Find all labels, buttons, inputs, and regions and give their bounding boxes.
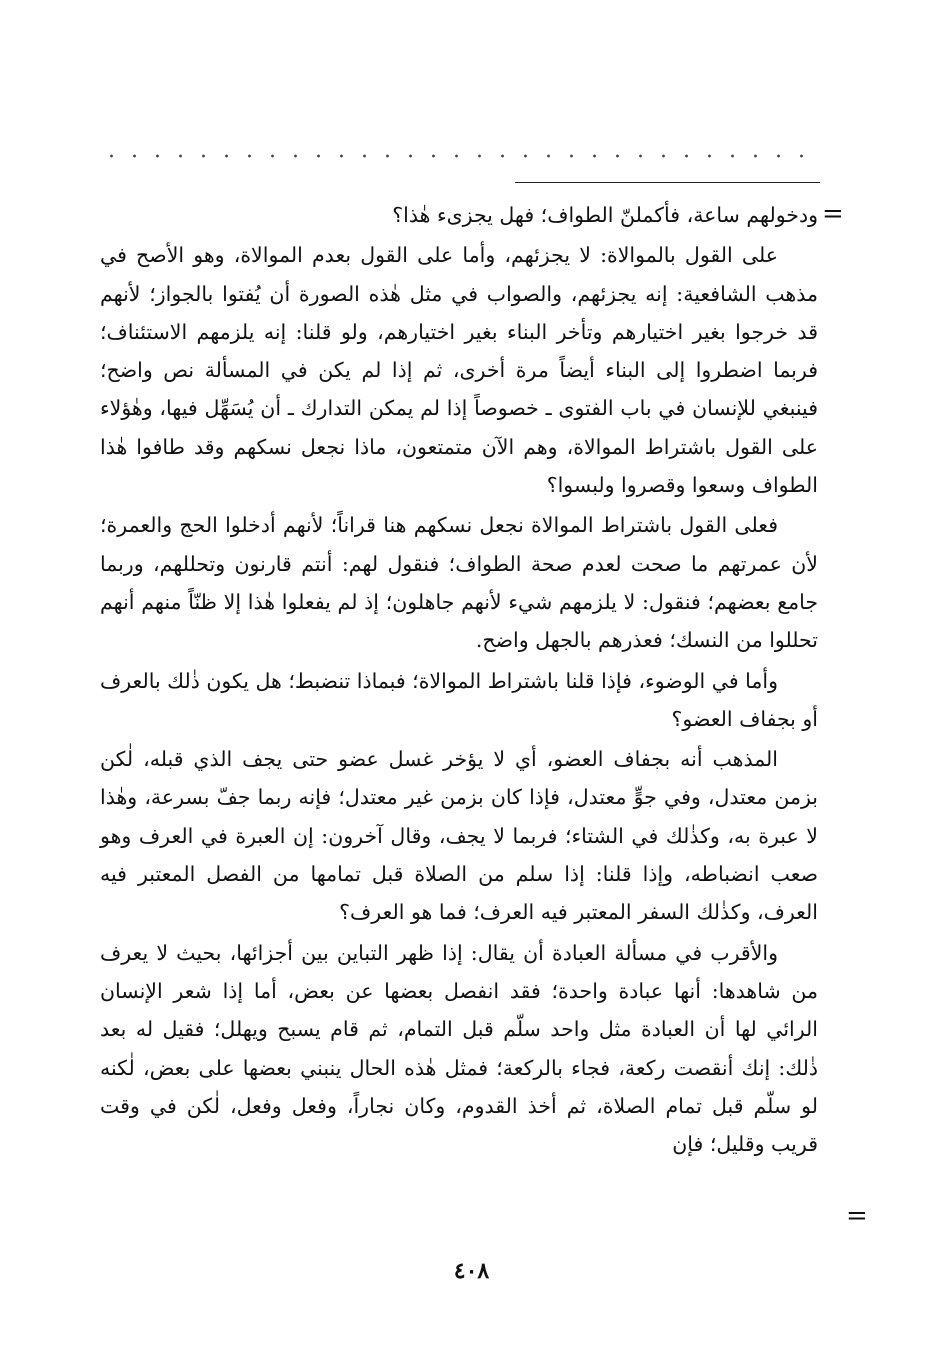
- continuation-mark-top: =: [822, 199, 844, 229]
- continuation-mark-bottom: =: [846, 1201, 868, 1231]
- paragraph: وأما في الوضوء، فإذا قلنا باشتراط الموالاة؛ فبماذا تنضبط؛ هل يكون ذٰلك بالعرف أو بجفاف العضو؟: [100, 668, 818, 731]
- footnote-text-block: [100, 196, 818, 1165]
- paragraph: المذهب أنه بجفاف العضو، أي لا يؤخر غسل عضو حتى يجف الذي قبله، لٰكن بزمن معتدل، وفي جوٍّ معتدل، فإذا كان بزمن غير معتدل؛ فإنه ربما جفّ بسرعة، وهٰذا لا عبرة به، وكذٰلك في الشتاء؛ فربما لا يجف، وقال آخرون: إن العبرة في العرف وهو صعب انضباطه، وإذا قلنا: إذا سلم من الصلاة قبل تمامها من الفصل المعتبر فيه العرف، وكذٰلك السفر المعتبر فيه العرف؛ فما هو العرف؟: [100, 747, 818, 925]
- footnote-separator-rule: [515, 182, 820, 183]
- paragraph: ودخولهم ساعة، فأكملنّ الطواف؛ فهل يجزىء هٰذا؟: [392, 203, 818, 227]
- paragraph: والأقرب في مسألة العبادة أن يقال: إذا ظهر التباين بين أجزائها، بحيث لا يعرف من شاهدها: أنها عبادة واحدة؛ فقد انفصل بعضها عن بعض، أما إذا شعر الإنسان الرائي لها أن العبادة مثل واحد سلّم قبل التمام، ثم قام يسبح ويهلل؛ فقيل له بعد ذٰلك: إنك أنقصت ركعة، فجاء بالركعة؛ فمثل هٰذه الحال ينبني بعضها على بعض، لٰكنه لو سلّم قبل تمام الصلاة، ثم أخذ القدوم، وكان نجاراً، وفعل وفعل، لٰكن في وقت قريب وقليل؛ فإن: [100, 940, 818, 1157]
- decorative-dotted-line: [100, 150, 822, 162]
- page-number: ٤٠٨: [453, 1258, 490, 1284]
- paragraph: فعلى القول باشتراط الموالاة نجعل نسكهم هنا قراناً؛ لأنهم أدخلوا الحج والعمرة؛ لأن عمرتهم ما صحت لعدم صحة الطواف؛ فنقول لهم: أنتم قارنون وتحللهم، وربما جامع بعضهم؛ فنقول: لا يلزمهم شيء لأنهم جاهلون؛ إذ لم يفعلوا هٰذا إلا ظنّاً منهم أنهم تحللوا من النسك؛ فعذرهم بالجهل واضح.: [100, 513, 818, 653]
- paragraph: على القول بالموالاة: لا يجزئهم، وأما على القول بعدم الموالاة، وهو الأصح في مذهب الشافعية: إنه يجزئهم، والصواب في مثل هٰذه الصورة أن يُفتوا بالجواز؛ لأنهم قد خرجوا بغير اختيارهم وتأخر البناء بغير اختيارهم، ولو قلنا: إنه يلزمهم الاستئناف؛ فربما اضطروا إلى البناء أيضاً مرة أخرى، ثم إذا لم يكن في المسألة نص واضح؛ فينبغي للإنسان في باب الفتوى ـ خصوصاً إذا لم يمكن التدارك ـ أن يُسَهِّل فيها، وهٰؤلاء على القول باشتراط الموالاة، وهم الآن متمتعون، ماذا نجعل نسكهم وقد طافوا هٰذا الطواف وسعوا وقصروا ولبسوا؟: [100, 243, 818, 498]
